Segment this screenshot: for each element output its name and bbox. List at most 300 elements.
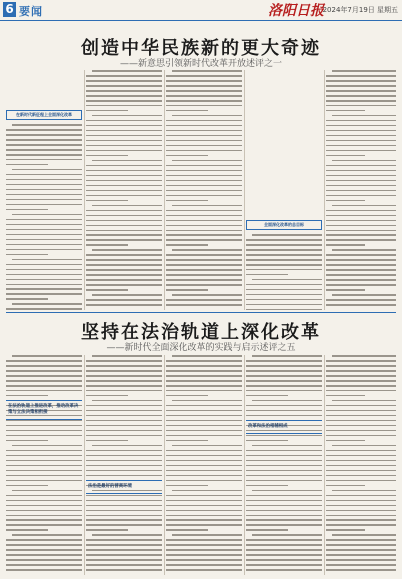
body-text-line — [166, 505, 242, 507]
body-text-line — [246, 274, 288, 276]
body-text-line — [166, 475, 242, 477]
body-text-line — [246, 405, 322, 407]
body-text-line — [246, 375, 322, 377]
body-text-line — [6, 544, 82, 546]
body-text-line — [246, 415, 322, 417]
column-rule — [244, 70, 245, 310]
body-text-line — [326, 289, 365, 291]
body-text-line — [6, 470, 82, 472]
body-text-line — [326, 380, 396, 382]
body-text-line — [166, 395, 208, 397]
body-text-line — [166, 284, 242, 286]
body-text-line — [166, 519, 242, 521]
body-text-line — [166, 95, 242, 97]
body-text-line — [166, 289, 208, 291]
body-text-line — [6, 298, 48, 300]
body-text-line — [246, 480, 322, 482]
body-text-line — [166, 485, 208, 487]
body-text-line — [6, 375, 82, 377]
body-text-line — [166, 140, 242, 142]
body-text-line — [86, 244, 128, 246]
body-text-line — [86, 554, 162, 556]
body-text-line — [86, 375, 162, 377]
body-text-line — [6, 430, 82, 432]
body-text-line — [326, 244, 365, 246]
body-text-line — [326, 75, 396, 77]
body-text-line — [252, 355, 322, 357]
body-text-line — [166, 170, 242, 172]
body-text-line — [166, 269, 242, 271]
article-2-pullquote: 法治是最好的营商环境 — [86, 480, 162, 494]
body-text-line — [326, 145, 396, 147]
body-text-line — [246, 264, 322, 266]
body-text-line — [246, 569, 322, 571]
body-text-line — [86, 430, 162, 432]
body-text-line — [6, 549, 82, 551]
body-text-line — [326, 519, 396, 521]
body-text-line — [6, 164, 48, 166]
body-text-line — [326, 440, 365, 442]
body-text-line — [86, 145, 162, 147]
body-text-line — [6, 139, 82, 141]
body-text-line — [326, 410, 396, 412]
body-text-line — [166, 415, 242, 417]
body-text-line — [246, 515, 322, 517]
article-2-column-4 — [246, 355, 322, 575]
body-text-line — [172, 115, 242, 117]
body-text-line — [166, 440, 208, 442]
body-text-line — [246, 309, 322, 310]
body-text-line — [86, 190, 162, 192]
body-text-line — [326, 475, 396, 477]
body-text-line — [246, 524, 322, 526]
body-text-line — [92, 115, 162, 117]
body-text-line — [166, 130, 242, 132]
body-text-line — [6, 485, 48, 487]
body-text-line — [166, 274, 242, 276]
body-text-line — [6, 465, 82, 467]
body-text-line — [12, 534, 82, 536]
body-text-line — [92, 70, 162, 72]
body-text-line — [6, 274, 82, 276]
body-text-line — [246, 294, 322, 296]
body-text-line — [246, 304, 322, 306]
body-text-line — [326, 485, 365, 487]
body-text-line — [86, 155, 128, 157]
article-2-column-2 — [86, 355, 162, 575]
body-text-line — [86, 279, 162, 281]
body-text-line — [6, 154, 82, 156]
body-text-line — [6, 149, 82, 151]
body-text-line — [86, 505, 162, 507]
body-text-line — [166, 430, 242, 432]
body-text-line — [166, 225, 242, 227]
body-text-line — [12, 303, 82, 305]
body-text-line — [6, 564, 82, 566]
body-text-line — [86, 500, 162, 502]
body-text-line — [86, 225, 162, 227]
body-text-line — [86, 90, 162, 92]
body-text-line — [86, 230, 162, 232]
body-text-line — [246, 549, 322, 551]
body-text-line — [326, 155, 365, 157]
body-text-line — [86, 365, 162, 367]
body-text-line — [86, 210, 162, 212]
body-text-line — [86, 415, 162, 417]
body-text-line — [86, 289, 128, 291]
body-text-line — [326, 215, 396, 217]
body-text-line — [86, 519, 162, 521]
body-text-line — [326, 180, 396, 182]
body-text-line — [6, 199, 82, 201]
body-text-line — [326, 390, 396, 392]
body-text-line — [326, 175, 396, 177]
body-text-line — [6, 293, 82, 295]
body-text-line — [86, 254, 162, 256]
body-text-line — [166, 125, 242, 127]
body-text-line — [86, 150, 162, 152]
headline-article-2: 坚持在法治轨道上深化改革 — [81, 322, 321, 343]
body-text-line — [166, 385, 242, 387]
body-text-line — [86, 425, 162, 427]
body-text-line — [246, 410, 322, 412]
body-text-line — [92, 160, 162, 162]
body-text-line — [252, 279, 322, 281]
body-text-line — [326, 435, 396, 437]
body-text-line — [326, 365, 396, 367]
body-text-line — [246, 380, 322, 382]
body-text-line — [166, 145, 242, 147]
body-text-line — [246, 289, 322, 291]
body-text-line — [86, 529, 128, 531]
body-text-line — [246, 239, 322, 241]
body-text-line — [326, 450, 396, 452]
body-text-line — [246, 475, 322, 477]
body-text-line — [86, 170, 162, 172]
body-text-line — [92, 400, 162, 402]
masthead-rule — [0, 20, 402, 21]
body-text-line — [246, 465, 322, 467]
body-text-line — [6, 219, 82, 221]
body-text-line — [172, 249, 242, 251]
body-text-line — [12, 355, 82, 357]
body-text-line — [6, 234, 82, 236]
body-text-line — [332, 205, 396, 207]
body-text-line — [326, 195, 396, 197]
body-text-line — [86, 269, 162, 271]
body-text-line — [326, 254, 396, 256]
body-text-line — [86, 264, 162, 266]
body-text-line — [246, 395, 288, 397]
body-text-line — [166, 544, 242, 546]
body-text-line — [166, 375, 242, 377]
body-text-line — [326, 110, 365, 112]
body-text-line — [166, 495, 242, 497]
body-text-line — [166, 234, 242, 236]
body-text-line — [86, 200, 128, 202]
body-text-line — [6, 269, 82, 271]
body-text-line — [326, 480, 396, 482]
body-text-line — [86, 395, 128, 397]
body-text-line — [6, 288, 82, 290]
body-text-line — [326, 500, 396, 502]
body-text-line — [86, 410, 162, 412]
body-text-line — [326, 150, 396, 152]
article-1-column-3 — [166, 70, 242, 310]
body-text-line — [166, 90, 242, 92]
body-text-line — [332, 534, 396, 536]
body-text-line — [246, 554, 322, 556]
body-text-line — [12, 169, 82, 171]
body-text-line — [6, 569, 82, 571]
body-text-line — [326, 200, 365, 202]
body-text-line — [6, 515, 82, 517]
body-text-line — [326, 95, 396, 97]
body-text-line — [6, 505, 82, 507]
body-text-line — [86, 544, 162, 546]
body-text-line — [86, 274, 162, 276]
body-text-line — [86, 234, 162, 236]
body-text-line — [166, 185, 242, 187]
body-text-line — [326, 529, 365, 531]
body-text-line — [326, 225, 396, 227]
body-text-line — [6, 179, 82, 181]
body-text-line — [246, 299, 322, 301]
body-text-line — [166, 175, 242, 177]
body-text-line — [6, 279, 82, 281]
body-text-line — [246, 435, 322, 437]
body-text-line — [86, 495, 162, 497]
body-text-line — [332, 249, 396, 251]
body-text-line — [86, 569, 162, 571]
body-text-line — [326, 460, 396, 462]
column-rule — [164, 355, 165, 575]
body-text-line — [172, 445, 242, 447]
body-text-line — [86, 130, 162, 132]
body-text-line — [326, 554, 396, 556]
body-text-line — [326, 185, 396, 187]
body-text-line — [6, 159, 82, 161]
body-text-line — [326, 385, 396, 387]
body-text-line — [6, 450, 82, 452]
body-text-line — [92, 294, 162, 296]
body-text-line — [6, 370, 82, 372]
subtitle-article-2: ——新时代全面深化改革的实践与启示述评之五 — [106, 343, 296, 353]
body-text-line — [172, 400, 242, 402]
body-text-line — [172, 205, 242, 207]
body-text-line — [6, 524, 82, 526]
body-text-line — [86, 435, 162, 437]
body-text-line — [166, 564, 242, 566]
body-text-line — [6, 249, 82, 251]
body-text-line — [246, 385, 322, 387]
body-text-line — [172, 294, 242, 296]
article-1-column-2 — [86, 70, 162, 310]
body-text-line — [86, 370, 162, 372]
issue-date: 2024年7月19日 星期五 — [322, 6, 398, 14]
body-text-line — [246, 244, 322, 246]
body-text-line — [166, 365, 242, 367]
body-text-line — [166, 500, 242, 502]
body-text-line — [86, 380, 162, 382]
body-text-line — [166, 120, 242, 122]
body-text-line — [6, 144, 82, 146]
body-text-line — [12, 490, 82, 492]
body-text-line — [326, 569, 396, 571]
subtitle-article-1: ——新意思引领新时代改革开放述评之一 — [119, 59, 282, 69]
body-text-line — [166, 195, 242, 197]
body-text-line — [326, 564, 396, 566]
body-text-line — [6, 475, 82, 477]
body-text-line — [252, 400, 322, 402]
body-text-line — [86, 470, 162, 472]
body-text-line — [246, 505, 322, 507]
body-text-line — [12, 259, 82, 261]
body-text-line — [86, 175, 162, 177]
body-text-line — [6, 194, 82, 196]
body-text-line — [86, 185, 162, 187]
body-text-line — [326, 549, 396, 551]
body-text-line — [6, 380, 82, 382]
body-text-line — [86, 304, 162, 306]
body-text-line — [326, 125, 396, 127]
body-text-line — [326, 259, 396, 261]
body-text-line — [326, 190, 396, 192]
body-text-line — [166, 254, 242, 256]
body-text-line — [6, 360, 82, 362]
body-text-line — [6, 435, 82, 437]
body-text-line — [6, 174, 82, 176]
body-text-line — [6, 420, 82, 422]
body-text-line — [166, 510, 242, 512]
body-text-line — [166, 529, 208, 531]
body-text-line — [326, 395, 365, 397]
body-text-line — [166, 75, 242, 77]
body-text-line — [166, 100, 242, 102]
body-text-line — [166, 420, 242, 422]
body-text-line — [332, 294, 396, 296]
body-text-line — [326, 544, 396, 546]
body-text-line — [246, 284, 322, 286]
body-text-line — [166, 299, 242, 301]
body-text-line — [92, 205, 162, 207]
body-text-line — [6, 229, 82, 231]
article-2-pullquote: 改革和法治相辅相成 — [246, 420, 322, 434]
body-text-line — [86, 460, 162, 462]
body-text-line — [86, 180, 162, 182]
body-text-line — [86, 220, 162, 222]
column-rule — [324, 70, 325, 310]
body-text-line — [166, 410, 242, 412]
body-text-line — [246, 564, 322, 566]
body-text-line — [172, 490, 242, 492]
body-text-line — [6, 395, 48, 397]
body-text-line — [166, 215, 242, 217]
body-text-line — [86, 259, 162, 261]
body-text-line — [326, 105, 396, 107]
body-text-line — [326, 234, 396, 236]
newspaper-logo: 洛阳日报 — [268, 3, 324, 19]
body-text-line — [166, 480, 242, 482]
body-text-line — [326, 304, 396, 306]
body-text-line — [86, 450, 162, 452]
body-text-line — [326, 470, 396, 472]
body-text-line — [86, 125, 162, 127]
body-text-line — [166, 370, 242, 372]
body-text-line — [246, 269, 322, 271]
body-text-line — [326, 274, 396, 276]
body-text-line — [6, 204, 82, 206]
body-text-line — [86, 420, 162, 422]
body-text-line — [86, 510, 162, 512]
body-text-line — [86, 215, 162, 217]
article-2-column-5 — [326, 355, 396, 575]
article-1-subhead: 在新时代新征程上全面深化改革 — [6, 110, 82, 120]
body-text-line — [86, 95, 162, 97]
body-text-line — [6, 510, 82, 512]
body-text-line — [92, 355, 162, 357]
body-text-line — [6, 440, 48, 442]
body-text-line — [246, 370, 322, 372]
body-text-line — [86, 564, 162, 566]
body-text-line — [166, 279, 242, 281]
body-text-line — [326, 130, 396, 132]
body-text-line — [86, 120, 162, 122]
headline-article-1: 创造中华民族新的更大奇迹 — [81, 38, 321, 59]
body-text-line — [252, 234, 322, 236]
article-2-column-1 — [6, 355, 82, 575]
body-text-line — [326, 375, 396, 377]
body-text-line — [6, 184, 82, 186]
body-text-line — [332, 490, 396, 492]
masthead — [0, 0, 402, 22]
body-text-line — [166, 470, 242, 472]
body-text-line — [172, 160, 242, 162]
body-text-line — [6, 539, 82, 541]
article-1-column-5 — [326, 70, 396, 310]
body-text-line — [166, 180, 242, 182]
body-text-line — [326, 405, 396, 407]
body-text-line — [86, 475, 162, 477]
body-text-line — [252, 445, 322, 447]
body-text-line — [332, 115, 396, 117]
body-text-line — [166, 569, 242, 571]
body-text-line — [166, 460, 242, 462]
body-text-line — [6, 129, 82, 131]
body-text-line — [86, 539, 162, 541]
body-text-line — [6, 284, 82, 286]
body-text-line — [166, 244, 208, 246]
body-text-line — [86, 549, 162, 551]
body-text-line — [86, 440, 128, 442]
body-text-line — [166, 360, 242, 362]
body-text-line — [86, 140, 162, 142]
body-text-line — [166, 150, 242, 152]
body-text-line — [6, 365, 82, 367]
body-text-line — [86, 405, 162, 407]
body-text-line — [166, 304, 242, 306]
body-text-line — [86, 390, 162, 392]
body-text-line — [166, 515, 242, 517]
body-text-line — [172, 355, 242, 357]
body-text-line — [86, 105, 162, 107]
article-1-column-4 — [246, 70, 322, 310]
body-text-line — [86, 524, 162, 526]
body-text-line — [6, 390, 82, 392]
body-text-line — [166, 264, 242, 266]
body-text-line — [166, 524, 242, 526]
body-text-line — [6, 500, 82, 502]
